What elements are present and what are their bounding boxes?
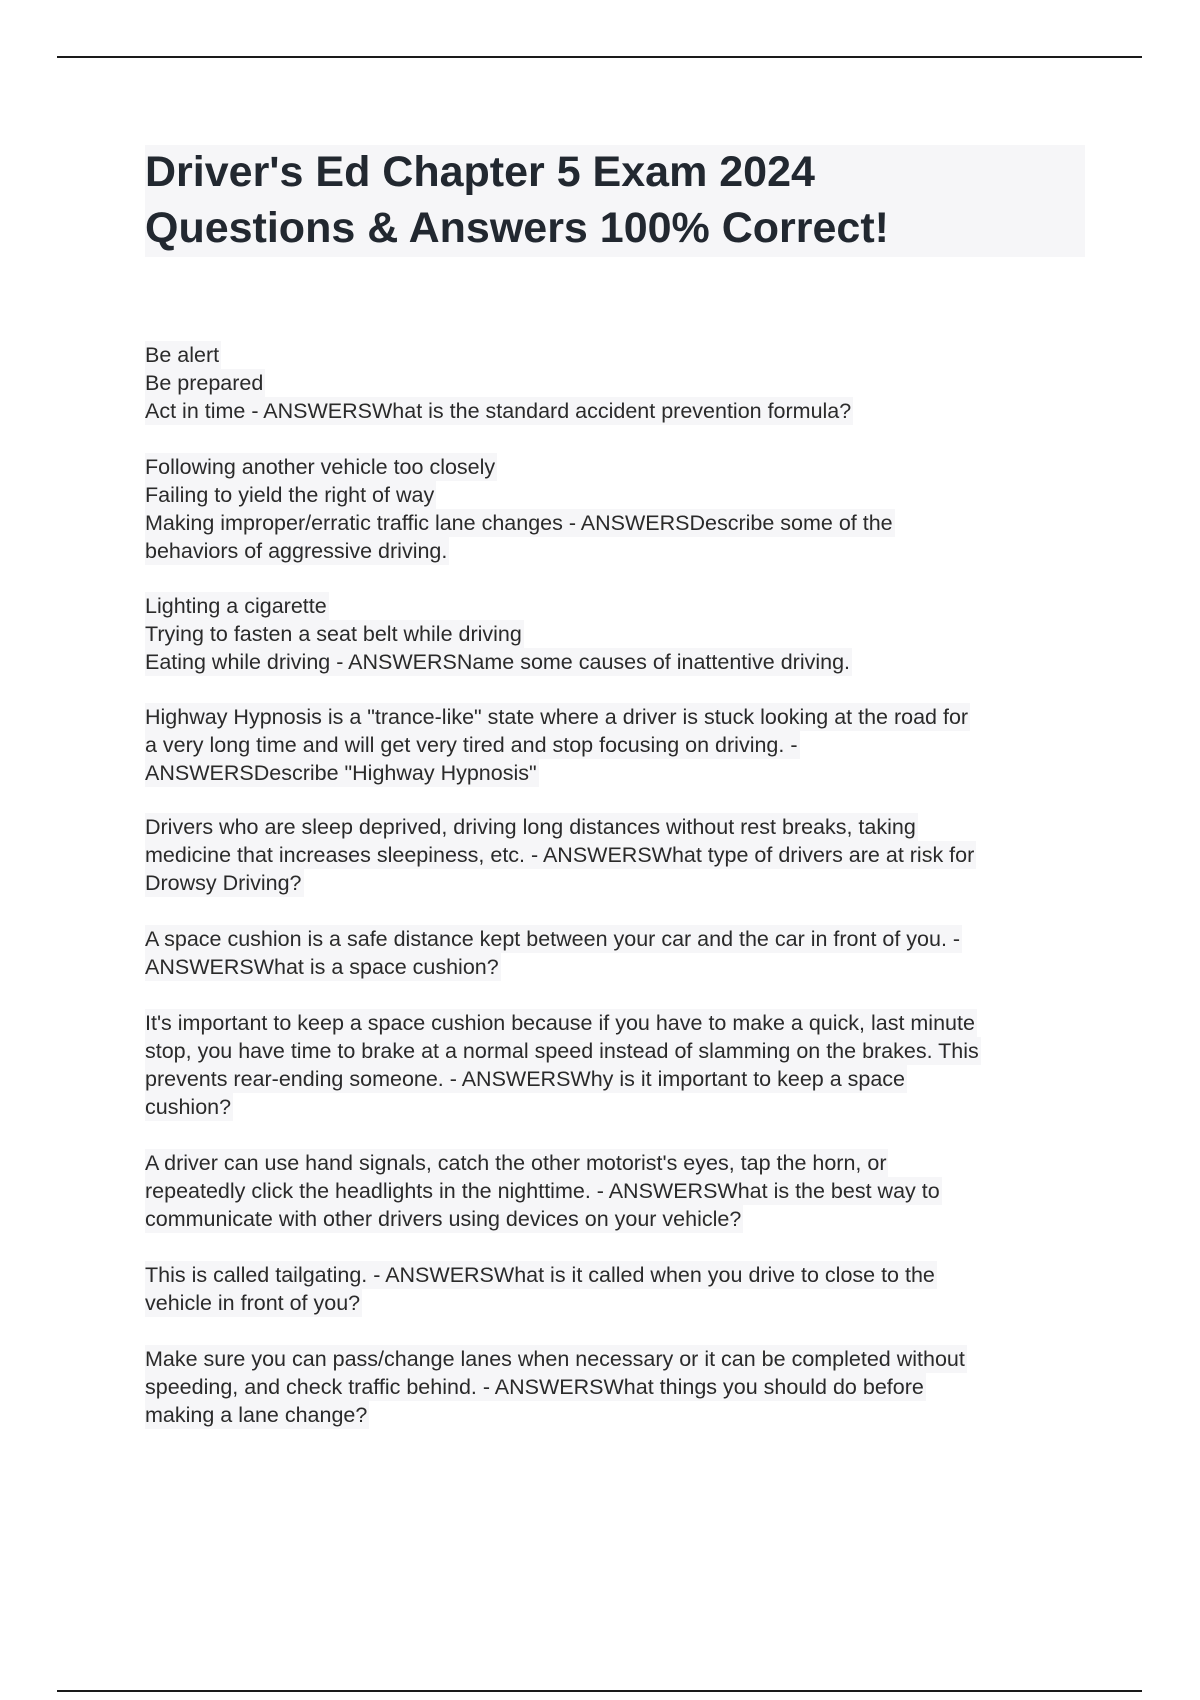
qa-block-3-line-2: Trying to fasten a seat belt while driving [145,622,522,646]
qa-block-1-line-3: Act in time - ANSWERSWhat is the standard accident prevention formula? [145,399,852,423]
qa-block-4-line-3: ANSWERSDescribe "Highway Hypnosis" [145,761,537,785]
qa-block-5-line-1: Drivers who are sleep deprived, driving long distances without rest breaks, taking [145,815,916,839]
qa-block-4-line-1: Highway Hypnosis is a "trance-like" state where a driver is stuck looking at the road for [145,705,969,729]
bottom-rule [57,1690,1142,1692]
qa-block-2-line-2: Failing to yield the right of way [145,483,435,507]
title-line-2: Questions & Answers 100% Correct! [145,204,889,252]
qa-block-8-line-2: repeatedly click the headlights in the nighttime. - ANSWERSWhat is the best way to [145,1179,940,1203]
qa-block-8-line-1: A driver can use hand signals, catch the other motorist's eyes, tap the horn, or [145,1151,887,1175]
qa-block-5-line-3: Drowsy Driving? [145,871,302,895]
qa-block-8-line-3: communicate with other drivers using devices on your vehicle? [145,1207,742,1231]
qa-block-2-line-1: Following another vehicle too closely [145,455,496,479]
qa-block-10-line-2: speeding, and check traffic behind. - ANSWERSWhat things you should do before [145,1375,924,1399]
title-line-1: Driver's Ed Chapter 5 Exam 2024 [145,148,815,196]
qa-block-9-line-1: This is called tailgating. - ANSWERSWhat is it called when you drive to close to the [145,1263,935,1287]
qa-block-10-line-1: Make sure you can pass/change lanes when necessary or it can be completed without [145,1347,965,1371]
qa-block-10-line-3: making a lane change? [145,1403,368,1427]
qa-block-3-line-1: Lighting a cigarette [145,594,327,618]
qa-block-7-line-3: prevents rear-ending someone. - ANSWERSWhy is it important to keep a space [145,1067,906,1091]
qa-block-7-line-1: It's important to keep a space cushion because if you have to make a quick, last minute [145,1011,975,1035]
qa-block-6-line-1: A space cushion is a safe distance kept between your car and the car in front of you. - [145,927,961,951]
qa-block-4-line-2: a very long time and will get very tired and stop focusing on driving. - [145,733,798,757]
qa-block-3-line-3: Eating while driving - ANSWERSName some causes of inattentive driving. [145,650,851,674]
qa-block-7-line-2: stop, you have time to brake at a normal speed instead of slamming on the brakes. This [145,1039,979,1063]
qa-block-7-line-4: cushion? [145,1095,232,1119]
qa-block-2-line-4: behaviors of aggressive driving. [145,539,448,563]
qa-block-6-line-2: ANSWERSWhat is a space cushion? [145,955,499,979]
qa-block-9-line-2: vehicle in front of you? [145,1291,361,1315]
qa-block-1-line-2: Be prepared [145,371,264,395]
qa-block-2-line-3: Making improper/erratic traffic lane changes - ANSWERSDescribe some of the [145,511,893,535]
qa-block-1-line-1: Be alert [145,343,220,367]
qa-block-5-line-2: medicine that increases sleepiness, etc. - ANSWERSWhat type of drivers are at risk for [145,843,975,867]
